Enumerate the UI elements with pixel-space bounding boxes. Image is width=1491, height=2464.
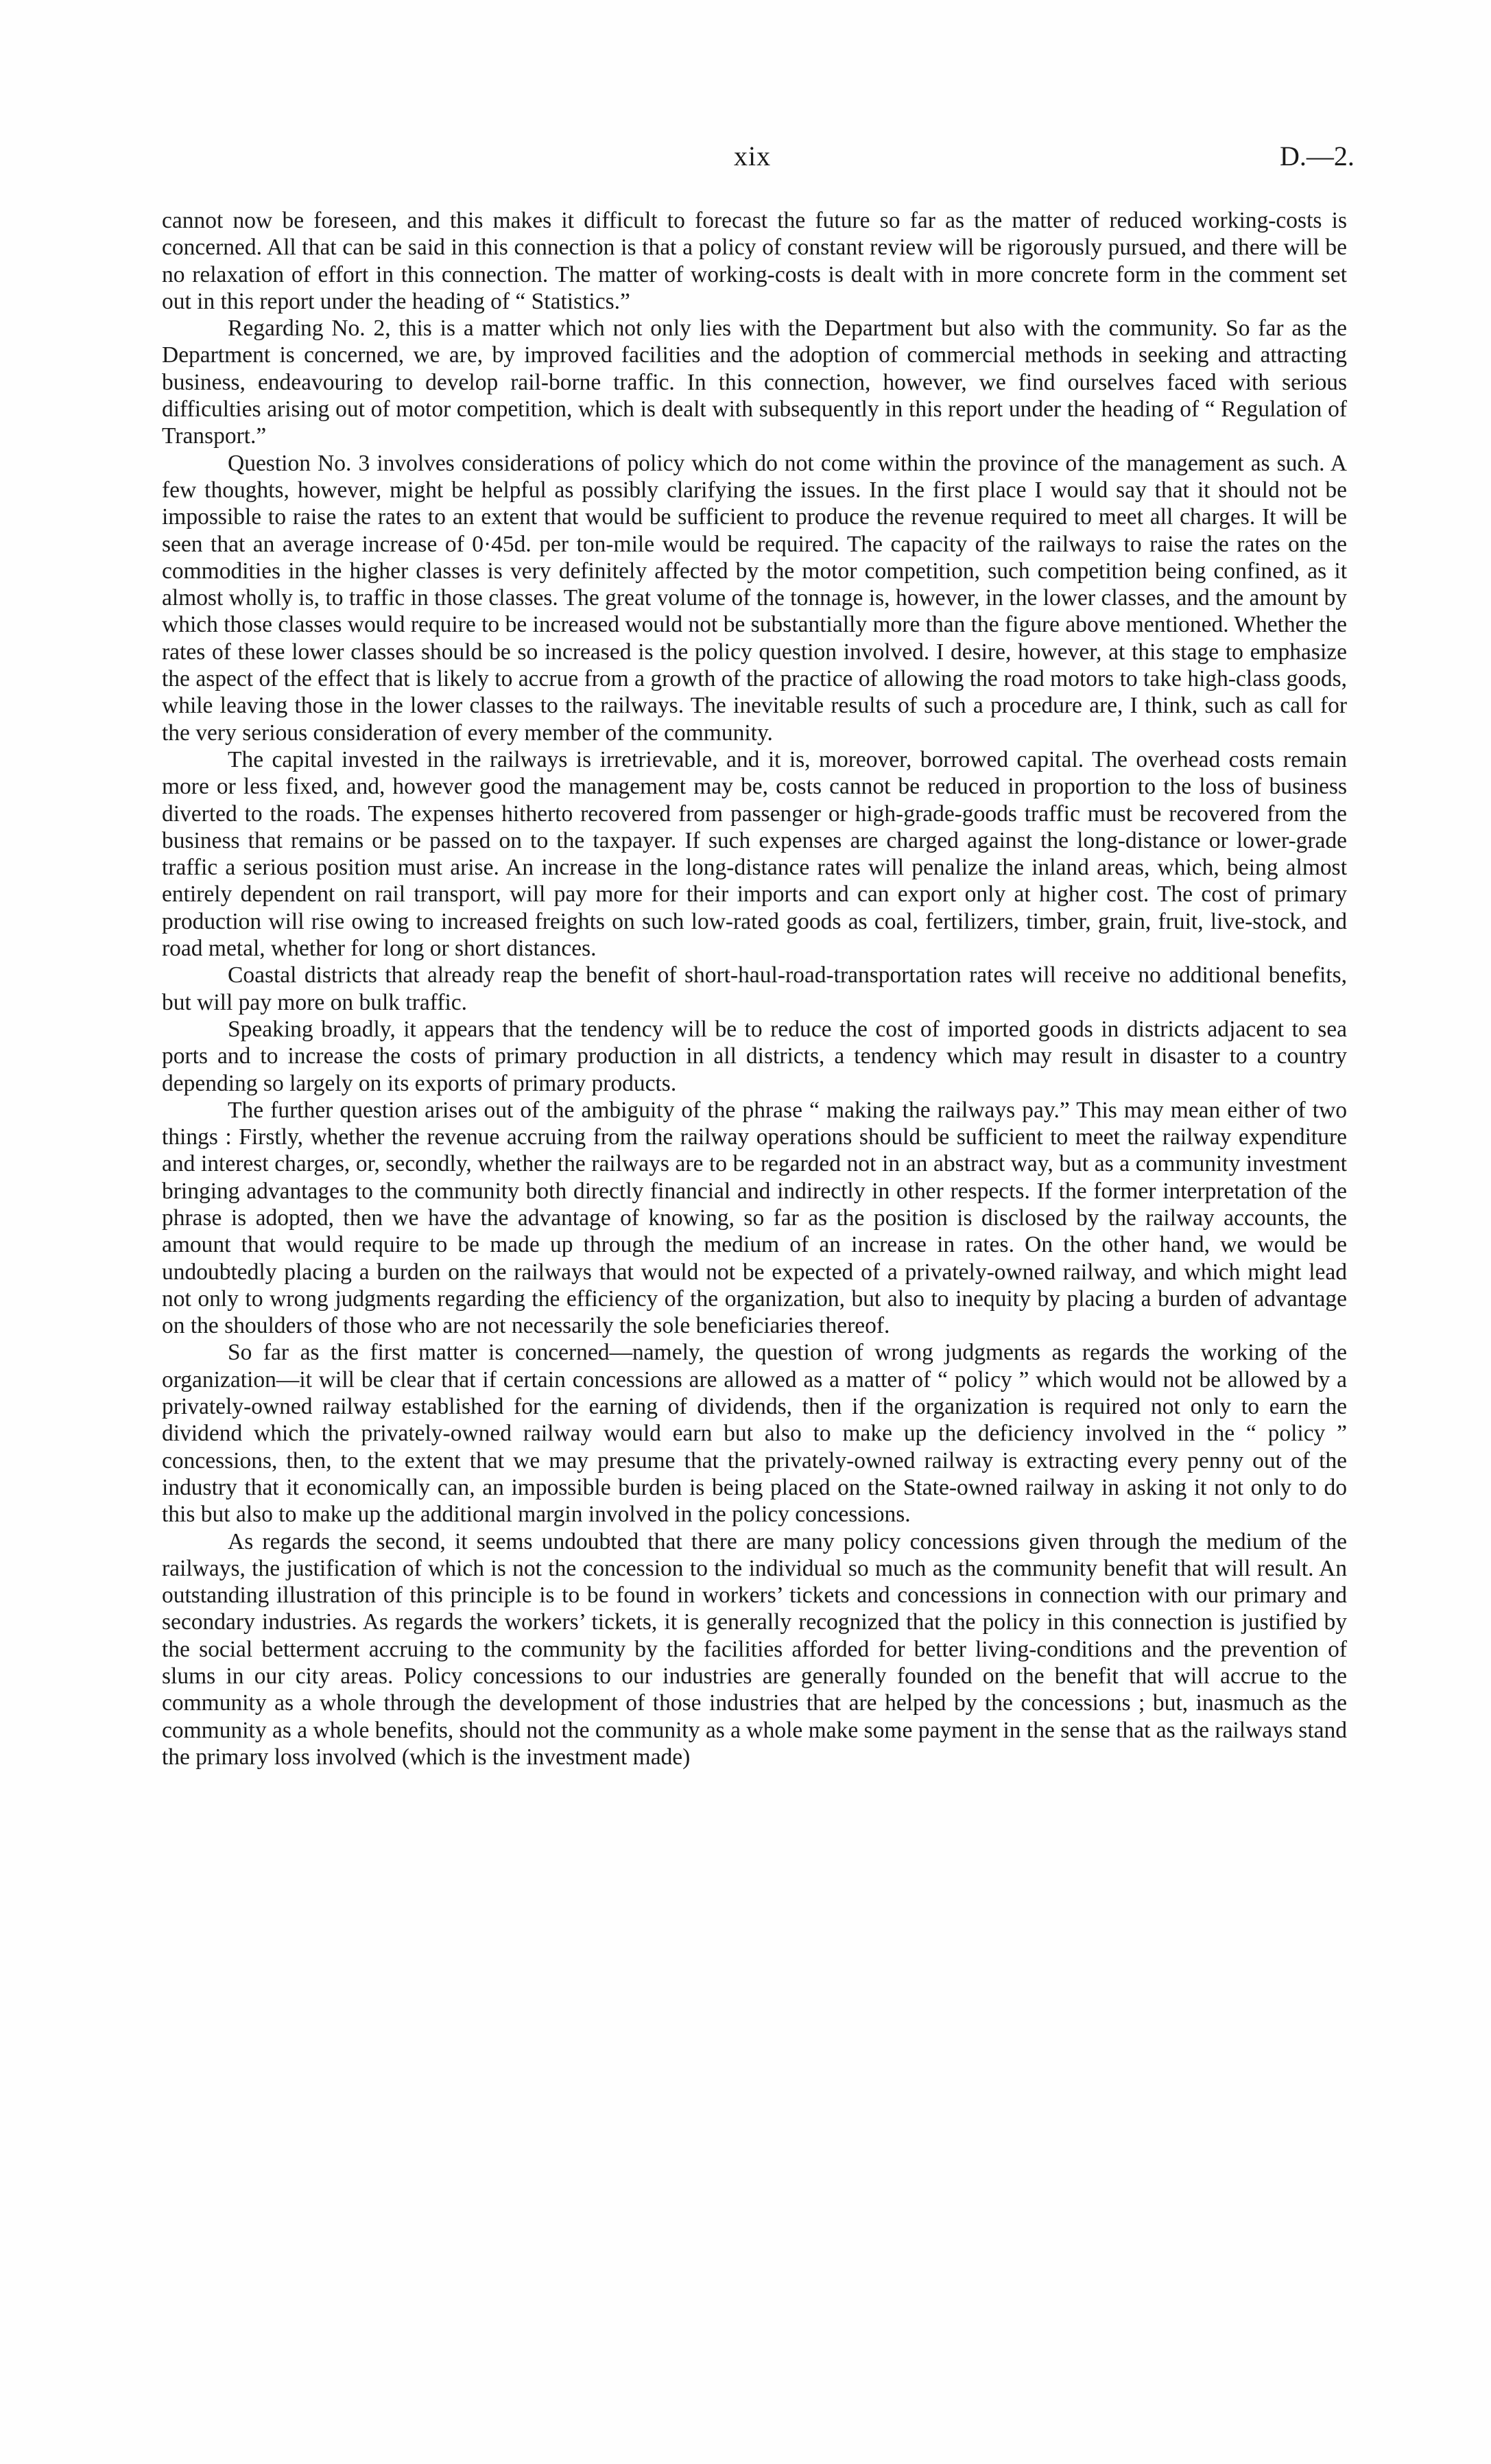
paragraph-question-no-3: Question No. 3 involves considerations of policy which do not come within the province of the management as such. A few thoughts, however, might be helpful as possibly clarifying the issues. In the first place I would say that it should not be impossible to raise the rates to an extent that would be sufficient to produce the revenue required to meet all charges. It will be seen that an average increase of 0·45d. per ton-mile would be required. The capacity of the railways to raise the rates on the commodities in the higher classes is very definitely affected by the motor competition, such competition being confined, as it almost wholly is, to traffic in those classes. The great volume of the tonnage is, however, in the lower classes, and the amount by which those classes would require to be increased would not be substantially more than the figure above mentioned. Whether the rates of these lower classes should be so increased is the policy question involved. I desire, however, at this stage to emphasize the aspect of the effect that is likely to accrue from a growth of the practice of allowing the road motors to take high-class goods, while leaving those in the lower classes to the railways. The inevitable results of such a procedure are, I think, such as call for the very serious consideration of every member of the community. [162,450,1347,746]
document-reference: D.—2. [1280,141,1355,171]
paragraph-coastal-districts: Coastal districts that already reap the benefit of short-haul-road-transportation rates will receive no additional benefits, but will pay more on bulk traffic. [162,962,1347,1015]
body-text [162,207,1347,1770]
paragraph-regarding-no-2: Regarding No. 2, this is a matter which not only lies with the Department but also with the community. So far as the Department is concerned, we are, by improved facilities and the adoption of commercial methods in seeking and attracting business, endeavouring to develop rail-borne traffic. In this connection, however, we find ourselves faced with serious difficulties arising out of motor competition, which is dealt with subsequently in this report under the heading of “ Regulation of Transport.” [162,316,1347,449]
paragraph-further-question: The further question arises out of the ambiguity of the phrase “ making the railways pay.” This may mean either of two things : Firstly, whether the revenue accruing from the railway operations should be sufficient to meet the railway expenditure and interest charges, or, secondly, whether the railways are to be regarded not in an abstract way, but as a community investment bringing advantages to the community both directly financial and indirectly in other respects. If the former interpretation of the phrase is adopted, then we have the advantage of knowing, so far as the position is disclosed by the railway accounts, the amount that would require to be made up through the medium of an increase in rates. On the other hand, we would be undoubtedly placing a burden on the railways that would not be expected of a privately-owned railway, and which might lead not only to wrong judgments regarding the efficiency of the organization, but also to inequity by placing a burden of advantage on the shoulders of those who are not necessarily the sole beneficiaries thereof. [162,1097,1347,1339]
page-number: xix [734,141,772,171]
paragraph-speaking-broadly: Speaking broadly, it appears that the tendency will be to reduce the cost of imported goods in districts adjacent to sea ports and to increase the costs of primary production in all districts, a tendency which may result in disaster to a country depending so largely on its exports of primary products. [162,1016,1347,1096]
paragraph-continuation: cannot now be foreseen, and this makes it difficult to forecast the future so far as the matter of reduced working-costs is concerned. All that can be said in this connection is that a policy of constant review will be rigorously pursued, and there will be no relaxation of effort in this connection. The matter of working-costs is dealt with in more concrete form in the comment set out in this report under the heading of “ Statistics.” [162,208,1347,314]
paragraph-first-matter: So far as the first matter is concerned—namely, the question of wrong judgments as regards the working of the organization—it will be clear that if certain concessions are allowed as a matter of “ policy ” which would not be allowed by a privately-owned railway established for the earning of dividends, then if the organization is required not only to earn the dividend which the privately-owned railway would earn but also to make up the deficiency involved in the “ policy ” concessions, then, to the extent that we may presume that the privately-owned railway is extracting every penny out of the industry that it economically can, an impossible burden is being placed on the State-owned railway in asking it not only to do this but also to make up the additional margin involved in the policy concessions. [162,1340,1347,1528]
paragraph-capital-invested: The capital invested in the railways is irretrievable, and it is, moreover, borrowed capital. The overhead costs remain more or less fixed, and, however good the management may be, costs cannot be reduced in proportion to the loss of business diverted to the roads. The expenses hitherto recovered from passenger or high-grade-goods traffic must be recovered from the business that remains or be passed on to the taxpayer. If such expenses are charged against the long-distance or lower-grade traffic a serious position must arise. An increase in the long-distance rates will penalize the inland areas, which, being almost entirely dependent on rail transport, will pay more for their imports and can export only at higher cost. The cost of primary production will rise owing to increased freights on such low-rated goods as coal, fertilizers, timber, grain, fruit, live-stock, and road metal, whether for long or short distances. [162,746,1347,962]
paragraph-second-matter: As regards the second, it seems undoubted that there are many policy concessions given through the medium of the railways, the justification of which is not the concession to the individual so much as the community benefit that will result. An outstanding illustration of this principle is to be found in workers’ tickets and concessions in connection with our primary and secondary industries. As regards the workers’ tickets, it is generally recognized that the policy in this connection is justified by the social betterment accruing to the community by the facilities afforded for better living-conditions and the prevention of slums in our city areas. Policy concessions to our industries are generally founded on the benefit that will accrue to the community as a whole through the development of those industries that are helped by the concessions ; but, inasmuch as the community as a whole benefits, should not the community as a whole make some payment in the sense that as the railways stand the primary loss involved (which is the investment made) [162,1528,1347,1770]
page-header [0,140,1491,181]
